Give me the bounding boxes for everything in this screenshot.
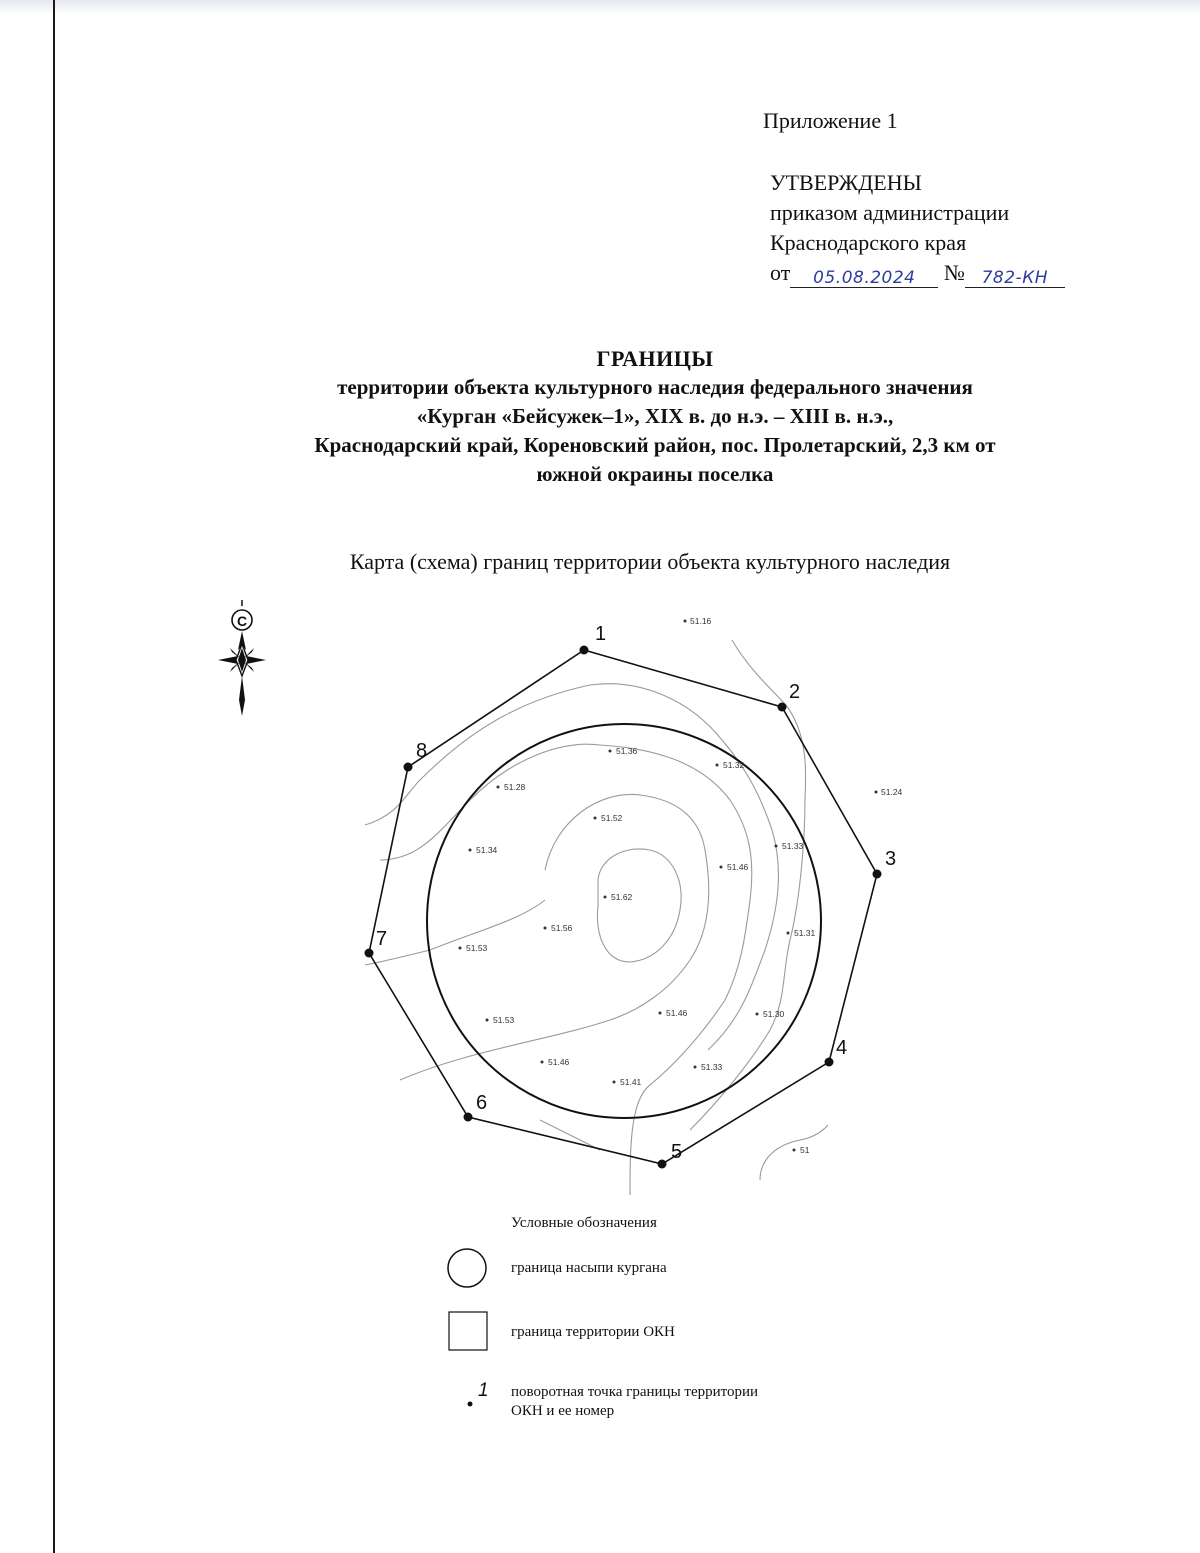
- boundary-point-label-1: 1: [595, 623, 607, 645]
- elevation-mark: [659, 1008, 688, 1018]
- elevation-label: 51.28: [504, 782, 526, 792]
- boundary-point-8: [404, 763, 413, 772]
- elevation-label: 51.46: [666, 1008, 688, 1018]
- boundary-point-label-2: 2: [789, 681, 801, 703]
- legend-title: Условные обозначения: [511, 1215, 657, 1231]
- north-letter: С: [236, 613, 248, 629]
- boundary-point-label-8: 8: [416, 740, 428, 762]
- elevation-label: 51.41: [620, 1077, 642, 1087]
- elevation-mark: [793, 1145, 810, 1155]
- elevation-mark: [720, 862, 749, 872]
- elevation-label: 51.24: [881, 787, 903, 797]
- legend-mound-label: граница насыпи кургана: [511, 1260, 667, 1276]
- title-main: ГРАНИЦЫ: [596, 346, 714, 371]
- title-line-3: Краснодарский край, Кореновский район, пос. Пролетарский, 2,3 км от: [314, 433, 996, 457]
- contour-middle: [380, 744, 752, 1195]
- contour-south: [540, 1120, 600, 1150]
- boundary-point-5: [658, 1160, 667, 1169]
- elevation-mark: [775, 841, 804, 851]
- approved-heading: УТВЕРЖДЕНЫ: [770, 170, 922, 195]
- legend-point-number: 1: [478, 1380, 489, 1401]
- elevation-label: 51.31: [794, 928, 816, 938]
- date-handwritten: 05.08.2024: [813, 268, 916, 288]
- elevation-label: 51.36: [616, 746, 638, 756]
- contour-west: [365, 900, 545, 965]
- contour-southeast: [760, 1125, 828, 1180]
- elevation-label: 51.33: [782, 841, 804, 851]
- elevation-mark: [875, 787, 903, 797]
- legend-territory-symbol: [449, 1312, 487, 1350]
- approved-by-order: приказом администрации: [770, 200, 1010, 225]
- boundary-point-4: [825, 1058, 834, 1067]
- boundary-point-6: [464, 1113, 473, 1122]
- number-prefix: №: [943, 260, 965, 285]
- boundary-point-3: [873, 870, 882, 879]
- legend-point-line-1: поворотная точка границы территории: [511, 1384, 759, 1400]
- contour-summit: [597, 849, 681, 962]
- legend-point-line-2: ОКН и ее номер: [511, 1403, 615, 1419]
- elevation-label: 51.56: [551, 923, 573, 933]
- boundary-point-7: [365, 949, 374, 958]
- legend-symbols: [448, 1249, 489, 1407]
- date-prefix: от: [770, 260, 791, 285]
- boundary-point-label-4: 4: [836, 1037, 848, 1059]
- north-arrow: [218, 600, 266, 716]
- title-line-2: «Курган «Бейсужек–1», XIX в. до н.э. – XIII в. н.э.,: [416, 404, 894, 428]
- boundary-point-label-5: 5: [671, 1141, 683, 1163]
- elevation-label: 51.46: [548, 1057, 570, 1067]
- contour-lines: [365, 640, 828, 1195]
- elevation-mark: [756, 1009, 785, 1019]
- elevation-mark: [684, 616, 712, 626]
- boundary-point-label-7: 7: [376, 928, 388, 950]
- elevation-label: 51: [800, 1145, 810, 1155]
- boundary-point-label-3: 3: [885, 848, 897, 870]
- elevation-mark: [609, 746, 638, 756]
- elevation-label: 51.33: [701, 1062, 723, 1072]
- legend-point-symbol: [468, 1402, 473, 1407]
- elevation-mark: [604, 892, 633, 902]
- elevation-mark: [469, 845, 498, 855]
- elevation-mark: [459, 943, 488, 953]
- elevation-label: 51.53: [493, 1015, 515, 1025]
- elevation-mark: [716, 760, 745, 770]
- elevation-mark: [613, 1077, 642, 1087]
- elevation-mark: [594, 813, 623, 823]
- elevation-mark: [541, 1057, 570, 1067]
- mound-boundary-circle: [427, 724, 821, 1118]
- elevation-label: 51.46: [727, 862, 749, 872]
- elevation-label: 51.34: [476, 845, 498, 855]
- elevation-mark: [486, 1015, 515, 1025]
- annex-label: Приложение 1: [763, 108, 898, 133]
- elevation-label: 51.16: [690, 616, 712, 626]
- elevation-mark: [497, 782, 526, 792]
- map-caption: Карта (схема) границ территории объекта культурного наследия: [349, 549, 951, 574]
- boundary-point-1: [580, 646, 589, 655]
- title-line-1: территории объекта культурного наследия федерального значения: [337, 375, 973, 399]
- title-line-4: южной окраины поселка: [536, 462, 774, 486]
- legend-point-label: [511, 1383, 758, 1421]
- elevation-label: 51.52: [601, 813, 623, 823]
- contour-east: [690, 640, 806, 1130]
- approved-region: Краснодарского края: [770, 230, 967, 255]
- contour-outer: [365, 684, 778, 1050]
- elevation-label: 51.30: [763, 1009, 785, 1019]
- elevation-label: 51.62: [611, 892, 633, 902]
- elevation-label: 51.32: [723, 760, 745, 770]
- legend-mound-symbol: [448, 1249, 486, 1287]
- number-handwritten: 782-КН: [981, 268, 1049, 288]
- elevation-mark: [544, 923, 573, 933]
- elevation-label: 51.53: [466, 943, 488, 953]
- boundary-point-2: [778, 703, 787, 712]
- legend-territory-label: граница территории ОКН: [511, 1324, 675, 1340]
- boundary-point-label-6: 6: [476, 1092, 488, 1114]
- elevation-mark: [694, 1062, 723, 1072]
